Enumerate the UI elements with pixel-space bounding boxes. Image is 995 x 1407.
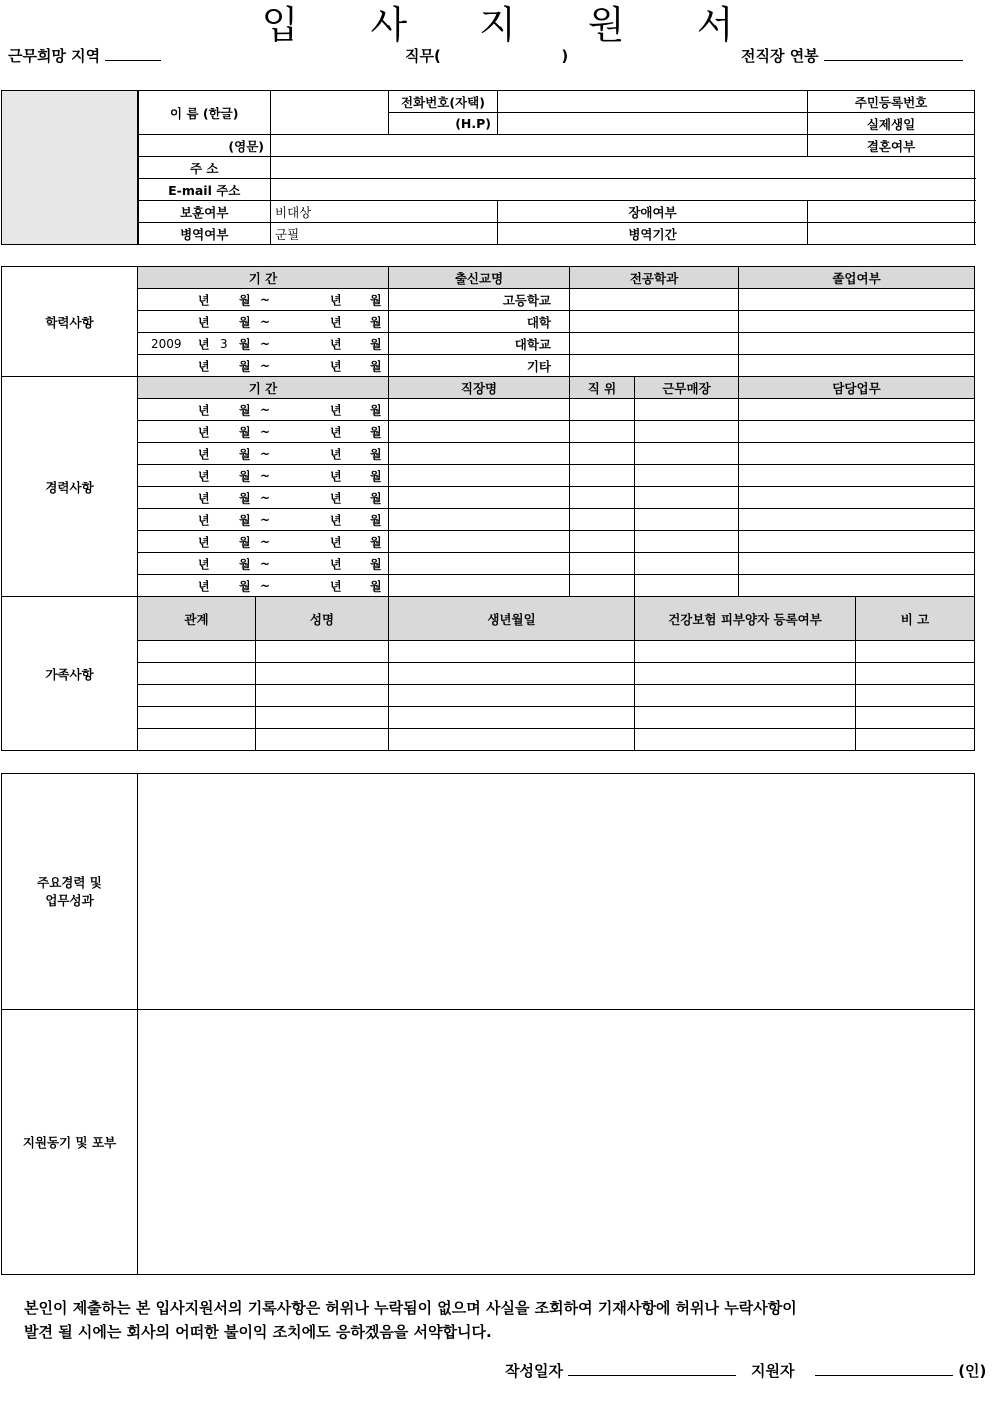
career-row xyxy=(2,531,975,553)
month-label: 월 xyxy=(370,315,382,329)
relation-cell[interactable] xyxy=(138,641,256,663)
month-label: 월 xyxy=(239,359,251,373)
major-cell[interactable] xyxy=(570,289,739,311)
name-kr-input[interactable] xyxy=(271,91,389,135)
career-header-position: 직 위 xyxy=(570,377,635,399)
duties-cell[interactable] xyxy=(739,531,975,553)
year-label: 년 xyxy=(330,513,342,527)
birth-cell[interactable] xyxy=(389,685,635,707)
month-label: 월 xyxy=(370,293,382,307)
note-cell[interactable] xyxy=(856,641,975,663)
tilde-label: ~ xyxy=(260,314,271,329)
relation-cell[interactable] xyxy=(138,729,256,751)
period-cell[interactable] xyxy=(138,333,389,355)
relation-cell[interactable] xyxy=(138,663,256,685)
period-cell[interactable] xyxy=(138,465,389,487)
year-label: 년 xyxy=(198,315,210,329)
period-cell[interactable] xyxy=(138,509,389,531)
military-period-label: 병역기간 xyxy=(498,223,808,245)
name-cell[interactable] xyxy=(256,685,389,707)
career-row xyxy=(2,399,975,421)
month-label: 월 xyxy=(239,337,251,351)
year-label: 년 xyxy=(198,425,210,439)
family-row xyxy=(2,685,975,707)
note-cell[interactable] xyxy=(856,729,975,751)
desired-region-label: 근무희망 지역 xyxy=(8,47,101,65)
company-cell[interactable] xyxy=(389,509,570,531)
seal-label: (인) xyxy=(958,1362,987,1380)
veteran-value[interactable]: 비대상 xyxy=(271,201,498,223)
month-label: 월 xyxy=(239,535,251,549)
career-header-duties: 담당업무 xyxy=(739,377,975,399)
month-label: 월 xyxy=(370,491,382,505)
relation-cell[interactable] xyxy=(138,707,256,729)
note-cell[interactable] xyxy=(856,663,975,685)
education-row xyxy=(2,355,975,377)
achievements-label: 주요경력 및 업무성과 xyxy=(2,774,138,1010)
family-header-note: 비 고 xyxy=(856,597,975,641)
year-label: 년 xyxy=(198,447,210,461)
store-cell[interactable] xyxy=(635,553,739,575)
job-label: 직무( xyxy=(405,47,441,65)
period-cell[interactable] xyxy=(138,487,389,509)
year-label: 년 xyxy=(330,403,342,417)
company-cell[interactable] xyxy=(389,575,570,597)
tilde-label: ~ xyxy=(260,534,271,549)
applicant-line xyxy=(815,1361,953,1376)
duties-cell[interactable] xyxy=(739,443,975,465)
month-label: 월 xyxy=(239,315,251,329)
school-cell[interactable]: 대학교 xyxy=(389,333,570,355)
store-cell[interactable] xyxy=(635,465,739,487)
store-cell[interactable] xyxy=(635,487,739,509)
education-row xyxy=(2,333,975,355)
period-cell[interactable] xyxy=(138,289,389,311)
date-label: 작성일자 xyxy=(505,1362,563,1380)
month-label: 월 xyxy=(370,447,382,461)
period-cell[interactable] xyxy=(138,531,389,553)
month-label: 월 xyxy=(239,557,251,571)
tilde-label: ~ xyxy=(260,402,271,417)
career-header-period: 기 간 xyxy=(138,377,389,399)
month-label: 월 xyxy=(370,513,382,527)
name-kr-label: 이 름 (한글) xyxy=(138,91,271,135)
store-cell[interactable] xyxy=(635,531,739,553)
tilde-label: ~ xyxy=(260,578,271,593)
education-header-major: 전공학과 xyxy=(570,267,739,289)
family-row xyxy=(2,663,975,685)
duties-cell[interactable] xyxy=(739,487,975,509)
career-row xyxy=(2,487,975,509)
company-cell[interactable] xyxy=(389,487,570,509)
year-label: 년 xyxy=(330,557,342,571)
note-cell[interactable] xyxy=(856,685,975,707)
month-label: 월 xyxy=(239,293,251,307)
major-cell[interactable] xyxy=(570,333,739,355)
phone-hp-label: (H.P) xyxy=(389,113,498,135)
email-input[interactable] xyxy=(271,179,975,201)
year-label: 년 xyxy=(330,425,342,439)
duties-cell[interactable] xyxy=(739,553,975,575)
resident-number-label: 주민등록번호 xyxy=(808,91,975,113)
phone-home-input[interactable] xyxy=(498,91,808,113)
store-cell[interactable] xyxy=(635,509,739,531)
email-label: E-mail 주소 xyxy=(138,179,271,201)
birth-cell[interactable] xyxy=(389,707,635,729)
duties-cell[interactable] xyxy=(739,509,975,531)
month-label: 월 xyxy=(370,425,382,439)
motivation-label: 지원동기 및 포부 xyxy=(2,1010,138,1275)
phone-home-label: 전화번호(자택) xyxy=(389,91,498,113)
phone-hp-input[interactable] xyxy=(498,113,808,135)
family-header-insurance: 건강보험 피부양자 등록여부 xyxy=(635,597,856,641)
career-row xyxy=(2,553,975,575)
position-cell[interactable] xyxy=(570,487,635,509)
name-cell[interactable] xyxy=(256,641,389,663)
tilde-label: ~ xyxy=(260,446,271,461)
previous-salary-field[interactable] xyxy=(741,46,963,66)
company-cell[interactable] xyxy=(389,531,570,553)
year-label: 년 xyxy=(198,469,210,483)
name-cell[interactable] xyxy=(256,707,389,729)
month-label: 월 xyxy=(239,469,251,483)
career-section-label: 경력사항 xyxy=(2,377,138,597)
veteran-label: 보훈여부 xyxy=(138,201,271,223)
insurance-cell[interactable] xyxy=(635,707,856,729)
birth-cell[interactable] xyxy=(389,729,635,751)
job-close: ) xyxy=(561,47,569,65)
year-label: 년 xyxy=(198,557,210,571)
family-header-birth: 생년월일 xyxy=(389,597,635,641)
position-cell[interactable] xyxy=(570,553,635,575)
month-label: 월 xyxy=(370,469,382,483)
store-cell[interactable] xyxy=(635,421,739,443)
insurance-cell[interactable] xyxy=(635,663,856,685)
name-cell[interactable] xyxy=(256,729,389,751)
job-field[interactable] xyxy=(405,46,568,66)
note-cell[interactable] xyxy=(856,707,975,729)
family-row xyxy=(2,641,975,663)
education-header-school: 출신교명 xyxy=(389,267,570,289)
motivation-input[interactable] xyxy=(138,1010,975,1275)
education-row xyxy=(2,311,975,333)
period-cell[interactable] xyxy=(138,311,389,333)
month-label: 월 xyxy=(239,425,251,439)
company-cell[interactable] xyxy=(389,553,570,575)
career-row xyxy=(2,421,975,443)
period-cell[interactable] xyxy=(138,575,389,597)
year-label: 년 xyxy=(198,535,210,549)
graduation-cell[interactable] xyxy=(739,289,975,311)
tilde-label: ~ xyxy=(260,336,271,351)
tilde-label: ~ xyxy=(260,556,271,571)
major-cell[interactable] xyxy=(570,311,739,333)
education-section-label: 학력사항 xyxy=(2,267,138,377)
date-line xyxy=(568,1361,736,1376)
year-label: 년 xyxy=(330,359,342,373)
photo-area[interactable] xyxy=(2,91,138,245)
tilde-label: ~ xyxy=(260,468,271,483)
insurance-cell[interactable] xyxy=(635,641,856,663)
graduation-cell[interactable] xyxy=(739,355,975,377)
position-cell[interactable] xyxy=(570,443,635,465)
month-label: 월 xyxy=(239,491,251,505)
family-header-relation: 관계 xyxy=(138,597,256,641)
tilde-label: ~ xyxy=(260,512,271,527)
previous-salary-label: 전직장 연봉 xyxy=(741,47,819,65)
position-cell[interactable] xyxy=(570,509,635,531)
year-label: 년 xyxy=(198,337,210,351)
duties-cell[interactable] xyxy=(739,465,975,487)
disability-label: 장애여부 xyxy=(498,201,808,223)
military-period-input[interactable] xyxy=(808,223,975,245)
school-cell[interactable]: 기타 xyxy=(389,355,570,377)
family-row xyxy=(2,729,975,751)
career-header-company: 직장명 xyxy=(389,377,570,399)
relation-cell[interactable] xyxy=(138,685,256,707)
year-label: 년 xyxy=(198,491,210,505)
education-header-period: 기 간 xyxy=(138,267,389,289)
start-month-value: 3 xyxy=(220,336,228,351)
month-label: 월 xyxy=(370,403,382,417)
year-label: 년 xyxy=(330,535,342,549)
date-field[interactable] xyxy=(505,1360,736,1381)
school-cell[interactable]: 고등학교 xyxy=(389,289,570,311)
period-cell[interactable] xyxy=(138,421,389,443)
family-section-label: 가족사항 xyxy=(2,597,138,751)
position-cell[interactable] xyxy=(570,575,635,597)
family-row xyxy=(2,707,975,729)
year-label: 년 xyxy=(198,293,210,307)
desired-region-field[interactable] xyxy=(8,46,161,66)
education-row xyxy=(2,289,975,311)
company-cell[interactable] xyxy=(389,421,570,443)
position-cell[interactable] xyxy=(570,399,635,421)
page-title: 입 사 지 원 서 xyxy=(261,3,764,47)
address-input[interactable] xyxy=(271,157,975,179)
period-cell[interactable] xyxy=(138,399,389,421)
name-en-input[interactable] xyxy=(271,135,808,157)
position-cell[interactable] xyxy=(570,421,635,443)
month-label: 월 xyxy=(239,447,251,461)
career-row xyxy=(2,575,975,597)
military-label: 병역여부 xyxy=(138,223,271,245)
desired-region-line xyxy=(105,46,161,61)
duties-cell[interactable] xyxy=(739,399,975,421)
marital-label: 결혼여부 xyxy=(808,135,975,157)
month-label: 월 xyxy=(239,403,251,417)
month-label: 월 xyxy=(370,557,382,571)
career-header-store: 근무매장 xyxy=(635,377,739,399)
history-table xyxy=(1,266,975,751)
narrative-divider xyxy=(1,1009,137,1010)
graduation-cell[interactable] xyxy=(739,311,975,333)
duties-cell[interactable] xyxy=(739,575,975,597)
period-cell[interactable] xyxy=(138,553,389,575)
address-label: 주 소 xyxy=(138,157,271,179)
applicant-field[interactable] xyxy=(751,1360,986,1381)
year-label: 년 xyxy=(330,337,342,351)
tilde-label: ~ xyxy=(260,292,271,307)
store-cell[interactable] xyxy=(635,443,739,465)
birthday-label: 실제생일 xyxy=(808,113,975,135)
position-cell[interactable] xyxy=(570,465,635,487)
education-header-graduation: 졸업여부 xyxy=(739,267,975,289)
start-year-value: 2009 xyxy=(151,336,182,351)
period-cell[interactable] xyxy=(138,355,389,377)
company-cell[interactable] xyxy=(389,399,570,421)
month-label: 월 xyxy=(370,579,382,593)
disability-input[interactable] xyxy=(808,201,975,223)
narrative-table xyxy=(1,773,975,1275)
year-label: 년 xyxy=(330,491,342,505)
month-label: 월 xyxy=(239,513,251,527)
month-label: 월 xyxy=(370,535,382,549)
month-label: 월 xyxy=(370,359,382,373)
birth-cell[interactable] xyxy=(389,641,635,663)
store-cell[interactable] xyxy=(635,575,739,597)
year-label: 년 xyxy=(198,579,210,593)
position-cell[interactable] xyxy=(570,531,635,553)
insurance-cell[interactable] xyxy=(635,685,856,707)
previous-salary-line xyxy=(824,46,963,61)
career-row xyxy=(2,509,975,531)
achievements-input[interactable] xyxy=(138,774,975,1010)
period-cell[interactable] xyxy=(138,443,389,465)
year-label: 년 xyxy=(330,469,342,483)
company-cell[interactable] xyxy=(389,465,570,487)
graduation-cell[interactable] xyxy=(739,333,975,355)
personal-info-table xyxy=(1,90,975,245)
year-label: 년 xyxy=(330,447,342,461)
school-cell[interactable]: 대학 xyxy=(389,311,570,333)
year-label: 년 xyxy=(330,293,342,307)
company-cell[interactable] xyxy=(389,443,570,465)
month-label: 월 xyxy=(370,337,382,351)
career-row xyxy=(2,465,975,487)
family-header-name: 성명 xyxy=(256,597,389,641)
tilde-label: ~ xyxy=(260,358,271,373)
pledge-text: 본인이 제출하는 본 입사지원서의 기록사항은 허위나 누락됨이 없으며 사실을 조회하여 기재사항에 허위나 누락사항이 발견 될 시에는 회사의 어떠한 불이익 조치에도 응하겠음을 서약합니다. xyxy=(24,1299,797,1341)
year-label: 년 xyxy=(198,403,210,417)
year-label: 년 xyxy=(330,579,342,593)
name-cell[interactable] xyxy=(256,663,389,685)
birth-cell[interactable] xyxy=(389,663,635,685)
tilde-label: ~ xyxy=(260,490,271,505)
duties-cell[interactable] xyxy=(739,421,975,443)
name-en-label: (영문) xyxy=(138,135,271,157)
applicant-label: 지원자 xyxy=(751,1362,795,1380)
career-row xyxy=(2,443,975,465)
year-label: 년 xyxy=(198,359,210,373)
year-label: 년 xyxy=(198,513,210,527)
military-value[interactable]: 군필 xyxy=(271,223,498,245)
tilde-label: ~ xyxy=(260,424,271,439)
store-cell[interactable] xyxy=(635,399,739,421)
major-cell[interactable] xyxy=(570,355,739,377)
year-label: 년 xyxy=(330,315,342,329)
insurance-cell[interactable] xyxy=(635,729,856,751)
month-label: 월 xyxy=(239,579,251,593)
